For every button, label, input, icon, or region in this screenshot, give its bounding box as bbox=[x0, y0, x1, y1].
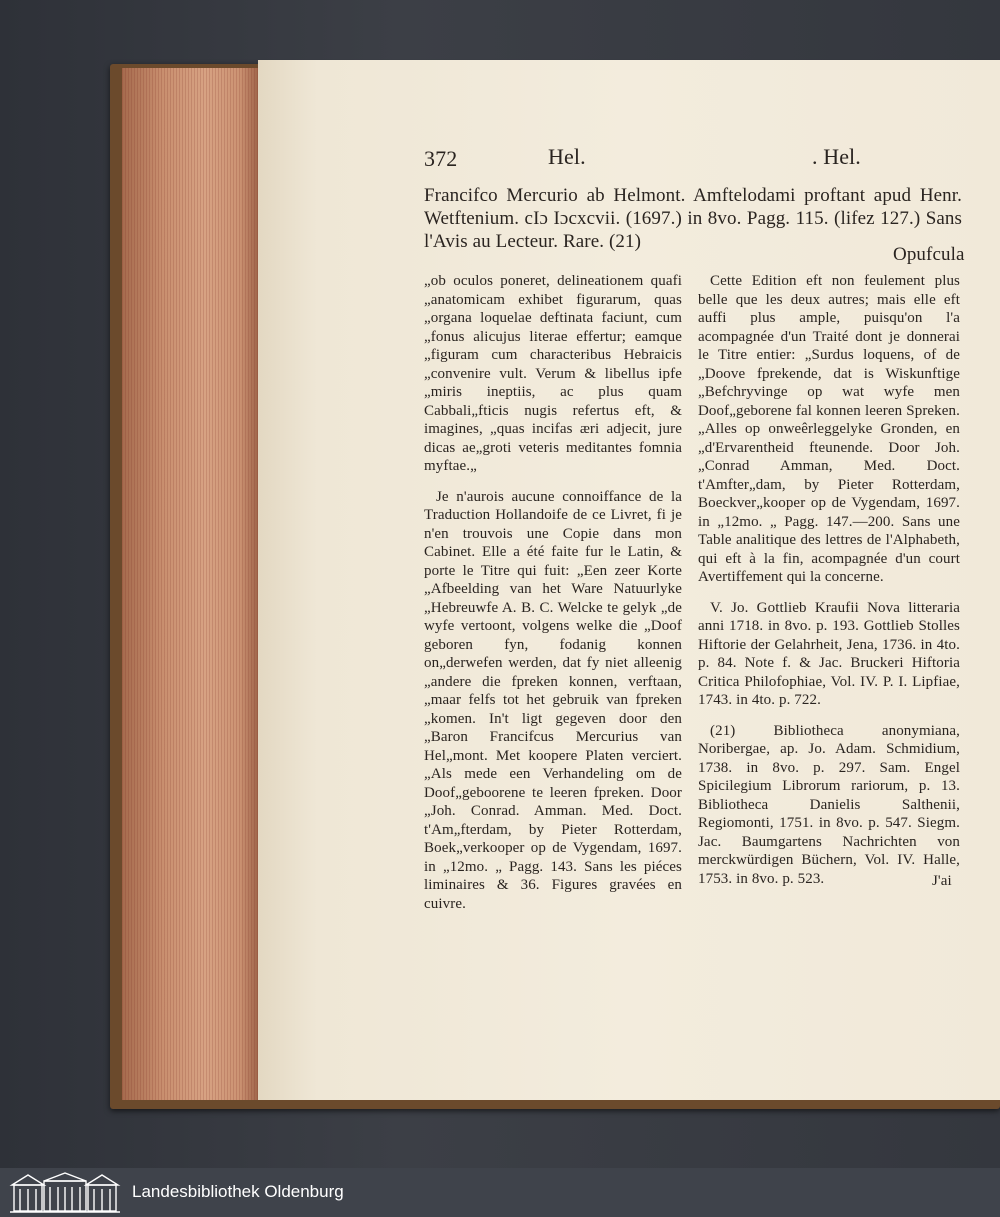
catchword-bottom: J'ai bbox=[932, 873, 952, 889]
catchword-top: Opufcula bbox=[893, 244, 965, 265]
library-building-logo-icon bbox=[8, 1171, 122, 1214]
left-paragraph: „ob oculos poneret, delineationem quafi „anatomicam exhibet figurarum, quas „organa loquelae deftinata faciunt, cum „fonus alicujus literae effertur; eamque „figuram cum characteribus Hebraicis „convenire vult. Verum & libellus ipfe „miris ineptiis, ac plus quam Cabbali„fticis nugis refertus eft, & imagines, „quas incifas æri adjecit, jure dicas ae„groti veteris meditantes fomnia myftae.„ bbox=[424, 273, 682, 474]
running-head-right: . Hel. bbox=[812, 144, 861, 169]
page-edges bbox=[122, 68, 260, 1100]
right-column bbox=[698, 272, 960, 900]
left-column bbox=[424, 272, 682, 925]
library-name: Landesbibliothek Oldenburg bbox=[132, 1182, 344, 1201]
page-number: 372 bbox=[424, 146, 458, 171]
right-paragraph: Cette Edition eft non feulement plus belle que les deux autres; mais elle eft auffi plus ample, puisqu'on l'a acompagnée d'un Traité dont je donnerai le Titre entier: „Surdus loquens, of de „Doove fprekende, dat is Wiskunftige „Befchryvinge op wat wyfe men Doof„geborene fal konnen leeren Spreken. „Alles op onweêrleggelyke Gronden, en „d'Ervarentheid fteunende. Door Joh. „Conrad Amman, Med. Doct. t'Amfter„dam, by Pieter Rotterdam, Boeckver„kooper op de Vygendam, 1697. in „12mo. „ Pagg. 147.—200. Sans une Table analitique des lettres de l'Alphabeth, qui eft à la fin, acompagnée d'un court Avertiffement qui la concerne. bbox=[698, 273, 960, 585]
running-head-left: Hel. bbox=[548, 144, 586, 169]
intro-paragraph: Francifco Mercurio ab Helmont. Amftelodami proftant apud Henr. Wetftenium. cIɔ Iɔcxcvii. (1697.) in 8vo. Pagg. 115. (lifez 127.) Sans l'Avis au Lecteur. Rare. (21) bbox=[424, 185, 962, 252]
right-paragraph: V. Jo. Gottlieb Kraufii Nova litteraria anni 1718. in 8vo. p. 193. Gottlieb Stolles Hiftorie der Gelahrheit, Jena, 1736. in 4to. p. 84. Note f. & Jac. Bruckeri Hiftoria Critica Philofophiae, Vol. IV. P. I. Lipfiae, 1743. in 4to. p. 722. bbox=[698, 599, 960, 708]
right-paragraph: (21) Bibliotheca anonymiana, Noribergae, ap. Jo. Adam. Schmidium, 1738. in 8vo. p. 297. Sam. Engel Spicilegium Librorum rariorum, p. 13. Bibliotheca Danielis Salthenii, Regiomonti, 1751. in 8vo. p. 547. Siegm. Jac. Baumgartens Nachrichten von merckwürdigen Büchern, Vol. IV. Halle, 1753. in 8vo. p. 523. bbox=[698, 722, 960, 887]
left-paragraph: Je n'aurois aucune connoiffance de la Traduction Hollandoife de ce Livret, fi je n'en trouvois une Copie dans mon Cabinet. Elle a été faite fur le Latin, & porte le Titre qui fuit: „Een zeer Korte „Afbeelding van het Ware Natuurlyke „Hebreuwfe A. B. C. Welcke te gelyk „de wyfe vertoont, volgens welke die „Doof geboren fyn, fodanig konnen on„derwefen werden, dat fy niet alleenig „andere die fpreken konnen, verftaan, „maar felfs tot het gebruik van fpreken „komen. In't ligt gegeven door den „Baron Francifcus Mercurius van Hel„mont. Met koopere Platen verciert. „Als mede een Verhandeling om de Doof„geboorene te leeren fpreken. Door „Joh. Conrad. Amman. Med. Doct. t'Am„fterdam, by Pieter Rotterdam, Boek„verkooper op de Vygendam, 1697. in „12mo. „ Pagg. 143. Sans les piéces liminaires & 36. Figures gravées en cuivre. bbox=[424, 488, 682, 912]
footer-bar bbox=[0, 1168, 1000, 1217]
